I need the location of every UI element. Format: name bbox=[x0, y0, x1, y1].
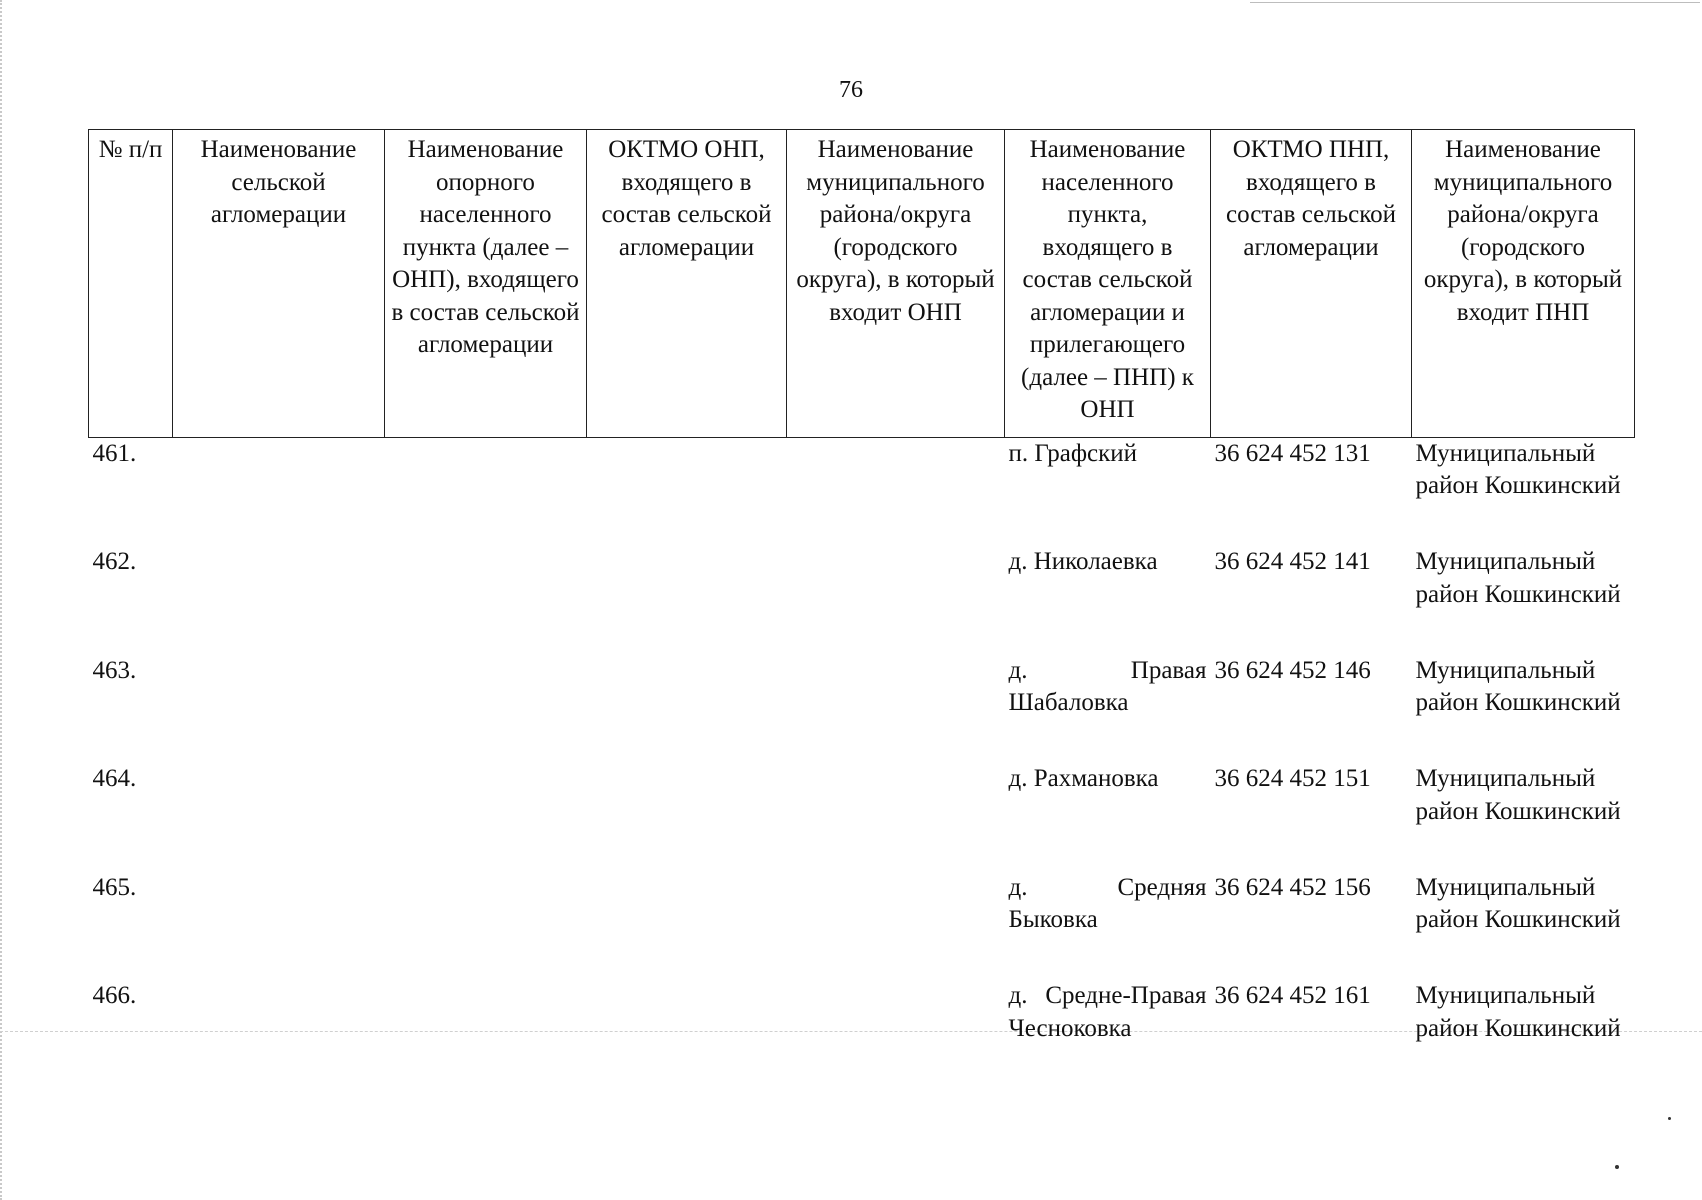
header-num: № п/п bbox=[89, 130, 173, 438]
pnp-name-cell: п. Графский bbox=[1008, 439, 1138, 467]
table-body bbox=[89, 437, 1635, 1089]
pnp-district-cell: Муниципальный район Кошкинский bbox=[1415, 982, 1621, 1042]
header-agglomeration: Наименование сельской агломерации bbox=[173, 130, 385, 438]
onp-name-cell bbox=[385, 872, 587, 981]
agglomeration-cell bbox=[173, 980, 385, 1089]
header-pnp-name: Наименование населенного пункта, входящего в состав сельской агломерации и прилегающего (далее – ПНП) к ОНП bbox=[1005, 130, 1211, 438]
pnp-name-cell: д. Рахмановка bbox=[1008, 765, 1159, 792]
row-number: 461. bbox=[92, 439, 137, 467]
scan-edge-top bbox=[1250, 2, 1700, 3]
table-row bbox=[89, 980, 1635, 1089]
pnp-district-cell: Муниципальный район Кошкинский bbox=[1415, 765, 1621, 825]
table-row bbox=[89, 437, 1635, 546]
row-number: 465. bbox=[92, 873, 137, 901]
pnp-district-cell: Муниципальный район Кошкинский bbox=[1415, 873, 1621, 933]
pnp-name-cell: д. Средне-Правая Чесноковка bbox=[1008, 982, 1207, 1042]
onp-oktmo-cell bbox=[587, 655, 787, 764]
pnp-name-cell: д. Средняя Быковка bbox=[1008, 873, 1207, 933]
pnp-oktmo-cell: 36 624 452 141 bbox=[1214, 548, 1371, 575]
row-number: 462. bbox=[92, 548, 137, 575]
onp-oktmo-cell bbox=[587, 872, 787, 981]
agglomeration-cell bbox=[173, 763, 385, 872]
onp-oktmo-cell bbox=[587, 437, 787, 546]
row-number: 464. bbox=[92, 765, 137, 792]
page-number: 76 bbox=[839, 77, 863, 103]
pnp-oktmo-cell: 36 624 452 161 bbox=[1214, 982, 1371, 1009]
table-row bbox=[89, 655, 1635, 764]
onp-name-cell bbox=[385, 437, 587, 546]
onp-name-cell bbox=[385, 655, 587, 764]
onp-name-cell bbox=[385, 980, 587, 1089]
onp-oktmo-cell bbox=[587, 546, 787, 655]
agglomeration-cell bbox=[173, 546, 385, 655]
onp-district-cell bbox=[787, 872, 1005, 981]
row-number: 466. bbox=[92, 982, 137, 1009]
onp-name-cell bbox=[385, 763, 587, 872]
pnp-name-cell: д. Правая Шабаловка bbox=[1008, 656, 1207, 716]
row-number: 463. bbox=[92, 656, 137, 684]
pnp-oktmo-cell: 36 624 452 156 bbox=[1214, 873, 1371, 901]
header-pnp-oktmo: ОКТМО ПНП, входящего в состав сельской агломерации bbox=[1211, 130, 1412, 438]
onp-district-cell bbox=[787, 763, 1005, 872]
table-row bbox=[89, 872, 1635, 981]
onp-district-cell bbox=[787, 980, 1005, 1089]
onp-oktmo-cell bbox=[587, 763, 787, 872]
scan-speck bbox=[1668, 1117, 1671, 1120]
onp-district-cell bbox=[787, 546, 1005, 655]
pnp-name-cell: д. Николаевка bbox=[1008, 548, 1158, 575]
pnp-oktmo-cell: 36 624 452 146 bbox=[1214, 656, 1371, 684]
pnp-oktmo-cell: 36 624 452 151 bbox=[1214, 765, 1371, 792]
onp-name-cell bbox=[385, 546, 587, 655]
header-pnp-district: Наименование муниципального района/округа (городского округа), в который входит ПНП bbox=[1412, 130, 1635, 438]
table-row bbox=[89, 763, 1635, 872]
pnp-district-cell: Муниципальный район Кошкинский bbox=[1415, 656, 1621, 716]
table-header bbox=[89, 130, 1635, 438]
header-row bbox=[89, 130, 1635, 438]
onp-district-cell bbox=[787, 437, 1005, 546]
onp-district-cell bbox=[787, 655, 1005, 764]
scan-speck bbox=[1615, 1165, 1619, 1169]
scan-edge-left bbox=[0, 0, 8, 1200]
pnp-district-cell: Муниципальный район Кошкинский bbox=[1415, 439, 1621, 499]
header-onp-name: Наименование опорного населенного пункта (далее – ОНП), входящего в состав сельской агломерации bbox=[385, 130, 587, 438]
agglomeration-cell bbox=[173, 872, 385, 981]
pnp-oktmo-cell: 36 624 452 131 bbox=[1214, 439, 1371, 467]
agglomeration-cell bbox=[173, 655, 385, 764]
pnp-district-cell: Муниципальный район Кошкинский bbox=[1415, 548, 1621, 608]
onp-oktmo-cell bbox=[587, 980, 787, 1089]
header-onp-district: Наименование муниципального района/округа (городского округа), в который входит ОНП bbox=[787, 130, 1005, 438]
header-onp-oktmo: ОКТМО ОНП, входящего в состав сельской агломерации bbox=[587, 130, 787, 438]
agglomeration-table bbox=[88, 129, 1635, 1089]
agglomeration-cell bbox=[173, 437, 385, 546]
table-row bbox=[89, 546, 1635, 655]
